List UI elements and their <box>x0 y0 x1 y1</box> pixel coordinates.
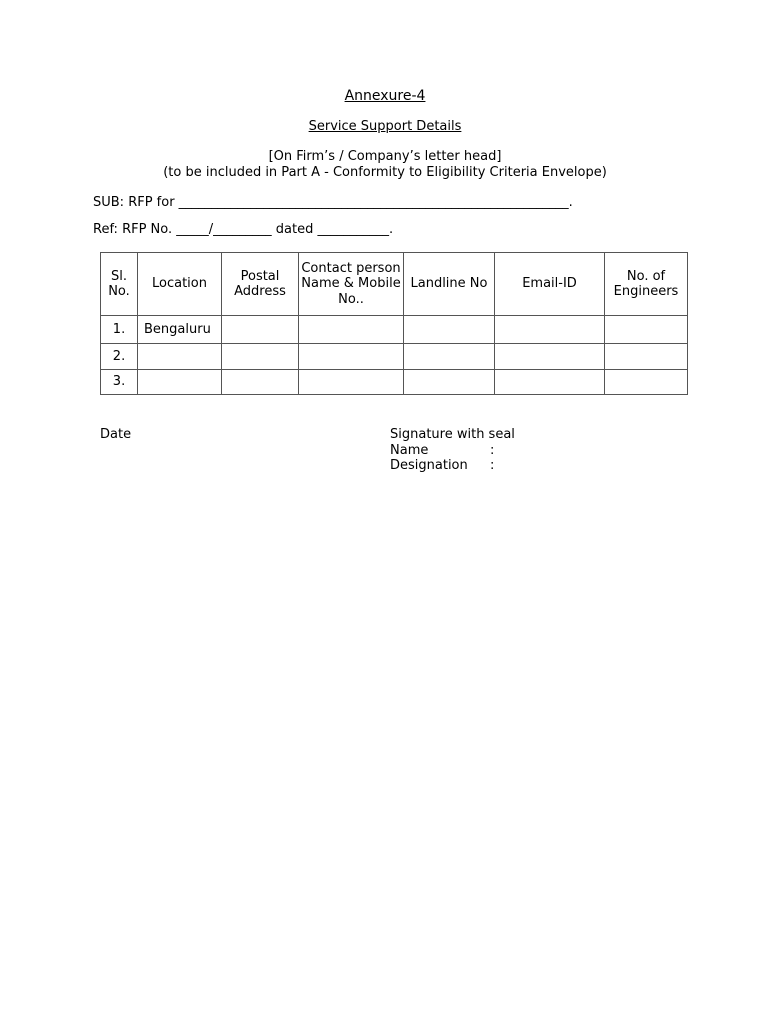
header-sl-no: Sl. No. <box>101 253 138 316</box>
table-header-row <box>101 253 688 316</box>
table-row <box>101 316 688 344</box>
cell-location <box>138 370 222 395</box>
cell-empty <box>222 370 299 395</box>
document-subtitle: Service Support Details <box>308 119 462 134</box>
cell-empty <box>299 344 404 370</box>
cell-sl: 1. <box>101 316 138 344</box>
header-contact-person: Contact person Name & Mobile No.. <box>299 253 404 316</box>
service-support-table <box>100 252 688 395</box>
cell-empty <box>222 344 299 370</box>
annexure-title: Annexure-4 <box>344 88 426 104</box>
designation-label: Designation <box>390 458 468 473</box>
cell-empty <box>605 344 688 370</box>
designation-separator: : <box>490 458 495 473</box>
header-landline: Landline No <box>404 253 495 316</box>
cell-empty <box>299 316 404 344</box>
cell-empty <box>404 344 495 370</box>
cell-location: Bengaluru <box>138 316 222 344</box>
header-location: Location <box>138 253 222 316</box>
header-email: Email-ID <box>495 253 605 316</box>
envelope-note: (to be included in Part A - Conformity to Eligibility Criteria Envelope) <box>163 165 607 180</box>
cell-empty <box>404 316 495 344</box>
table-row <box>101 370 688 395</box>
name-row <box>390 443 515 459</box>
cell-empty <box>605 370 688 395</box>
cell-sl: 2. <box>101 344 138 370</box>
reference-line: Ref: RFP No. _____/_________ dated ___________. <box>93 222 394 237</box>
subject-line: SUB: RFP for ____________________________________________________________. <box>93 195 573 210</box>
cell-empty <box>495 344 605 370</box>
cell-empty <box>495 316 605 344</box>
cell-empty <box>404 370 495 395</box>
name-label: Name <box>390 442 429 458</box>
cell-sl: 3. <box>101 370 138 395</box>
name-separator: : <box>490 442 495 458</box>
signature-block <box>390 427 515 474</box>
date-label: Date <box>100 427 132 442</box>
designation-row <box>390 458 515 474</box>
signature-label: Signature with seal <box>390 427 515 442</box>
cell-location <box>138 344 222 370</box>
header-engineers: No. of Engineers <box>605 253 688 316</box>
header-postal-address: Postal Address <box>222 253 299 316</box>
letterhead-note: [On Firm’s / Company’s letter head] <box>268 149 502 164</box>
cell-empty <box>299 370 404 395</box>
table-row <box>101 344 688 370</box>
cell-empty <box>605 316 688 344</box>
cell-empty <box>495 370 605 395</box>
cell-empty <box>222 316 299 344</box>
